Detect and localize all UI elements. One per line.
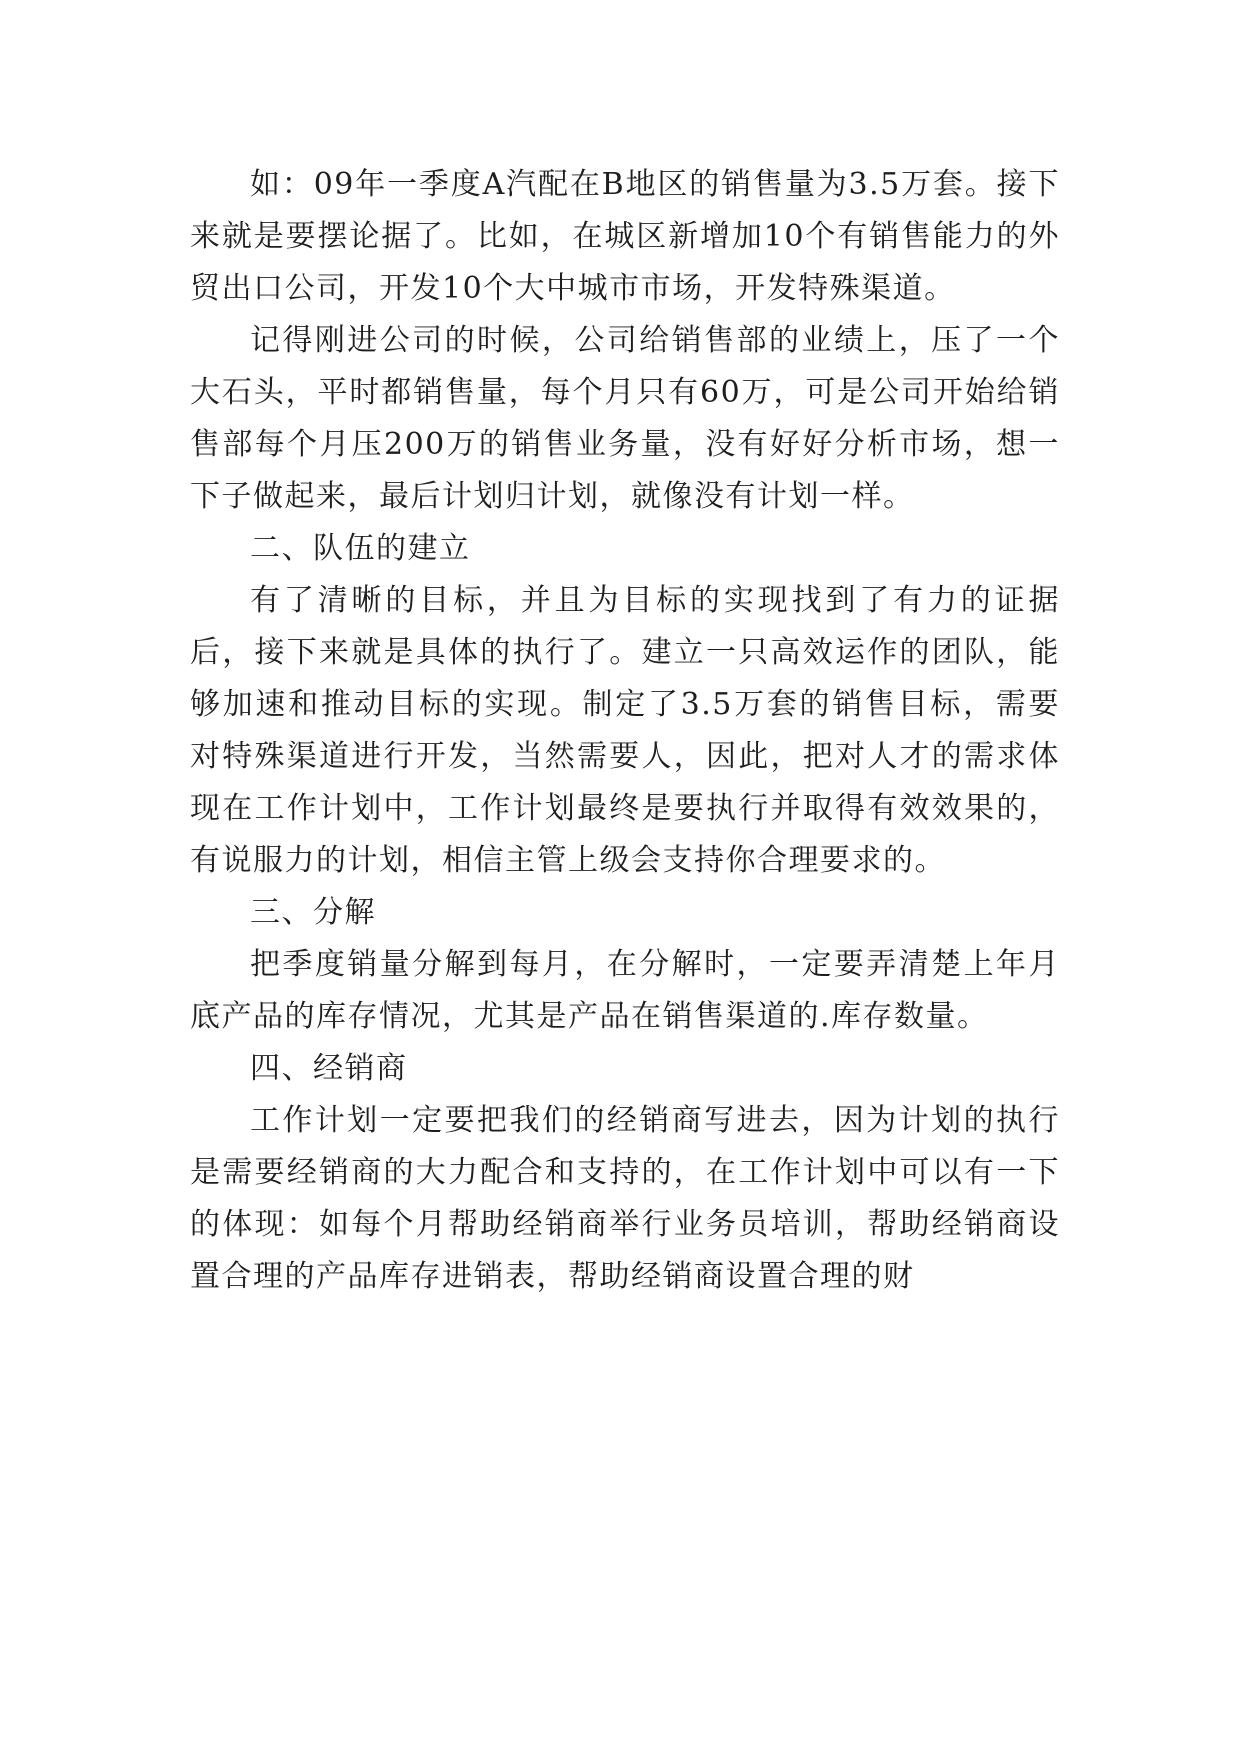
paragraph-dealer: 工作计划一定要把我们的经销商写进去，因为计划的执行是需要经销商的大力配合和支持的，在工作计划中可以有一下的体现：如每个月帮助经销商举行业务员培训，帮助经销商设置合理的产品库存进销表，帮助经销商设置合理的财 <box>190 1103 1060 1294</box>
paragraph-breakdown: 把季度销量分解到每月，在分解时，一定要弄清楚上年月底产品的库存情况，尤其是产品在销售渠道的.库存数量。 <box>190 947 1060 1034</box>
paragraph-example: 如：09年一季度A汽配在B地区的销售量为3.5万套。接下来就是要摆论据了。比如，在城区新增加10个有销售能力的外贸出口公司，开发10个大中城市市场，开发特殊渠道。 <box>190 167 1060 306</box>
section-heading-breakdown: 三、分解 <box>250 895 376 930</box>
paragraph-team: 有了清晰的目标，并且为目标的实现找到了有力的证据后，接下来就是具体的执行了。建立一只高效运作的团队，能够加速和推动目标的实现。制定了3.5万套的销售目标，需要对特殊渠道进行开发，当然需要人，因此，把对人才的需求体现在工作计划中，工作计划最终是要执行并取得有效效果的，有说服力的计划，相信主管上级会支持你合理要求的。 <box>190 583 1060 878</box>
section-heading-dealer: 四、经销商 <box>250 1051 408 1086</box>
document-body <box>190 159 1060 1303</box>
section-heading-team: 二、队伍的建立 <box>250 531 471 566</box>
paragraph-memory: 记得刚进公司的时候，公司给销售部的业绩上，压了一个大石头，平时都销售量，每个月只有60万，可是公司开始给销售部每个月压200万的销售业务量，没有好好分析市场，想一下子做起来，最后计划归计划，就像没有计划一样。 <box>190 323 1060 514</box>
